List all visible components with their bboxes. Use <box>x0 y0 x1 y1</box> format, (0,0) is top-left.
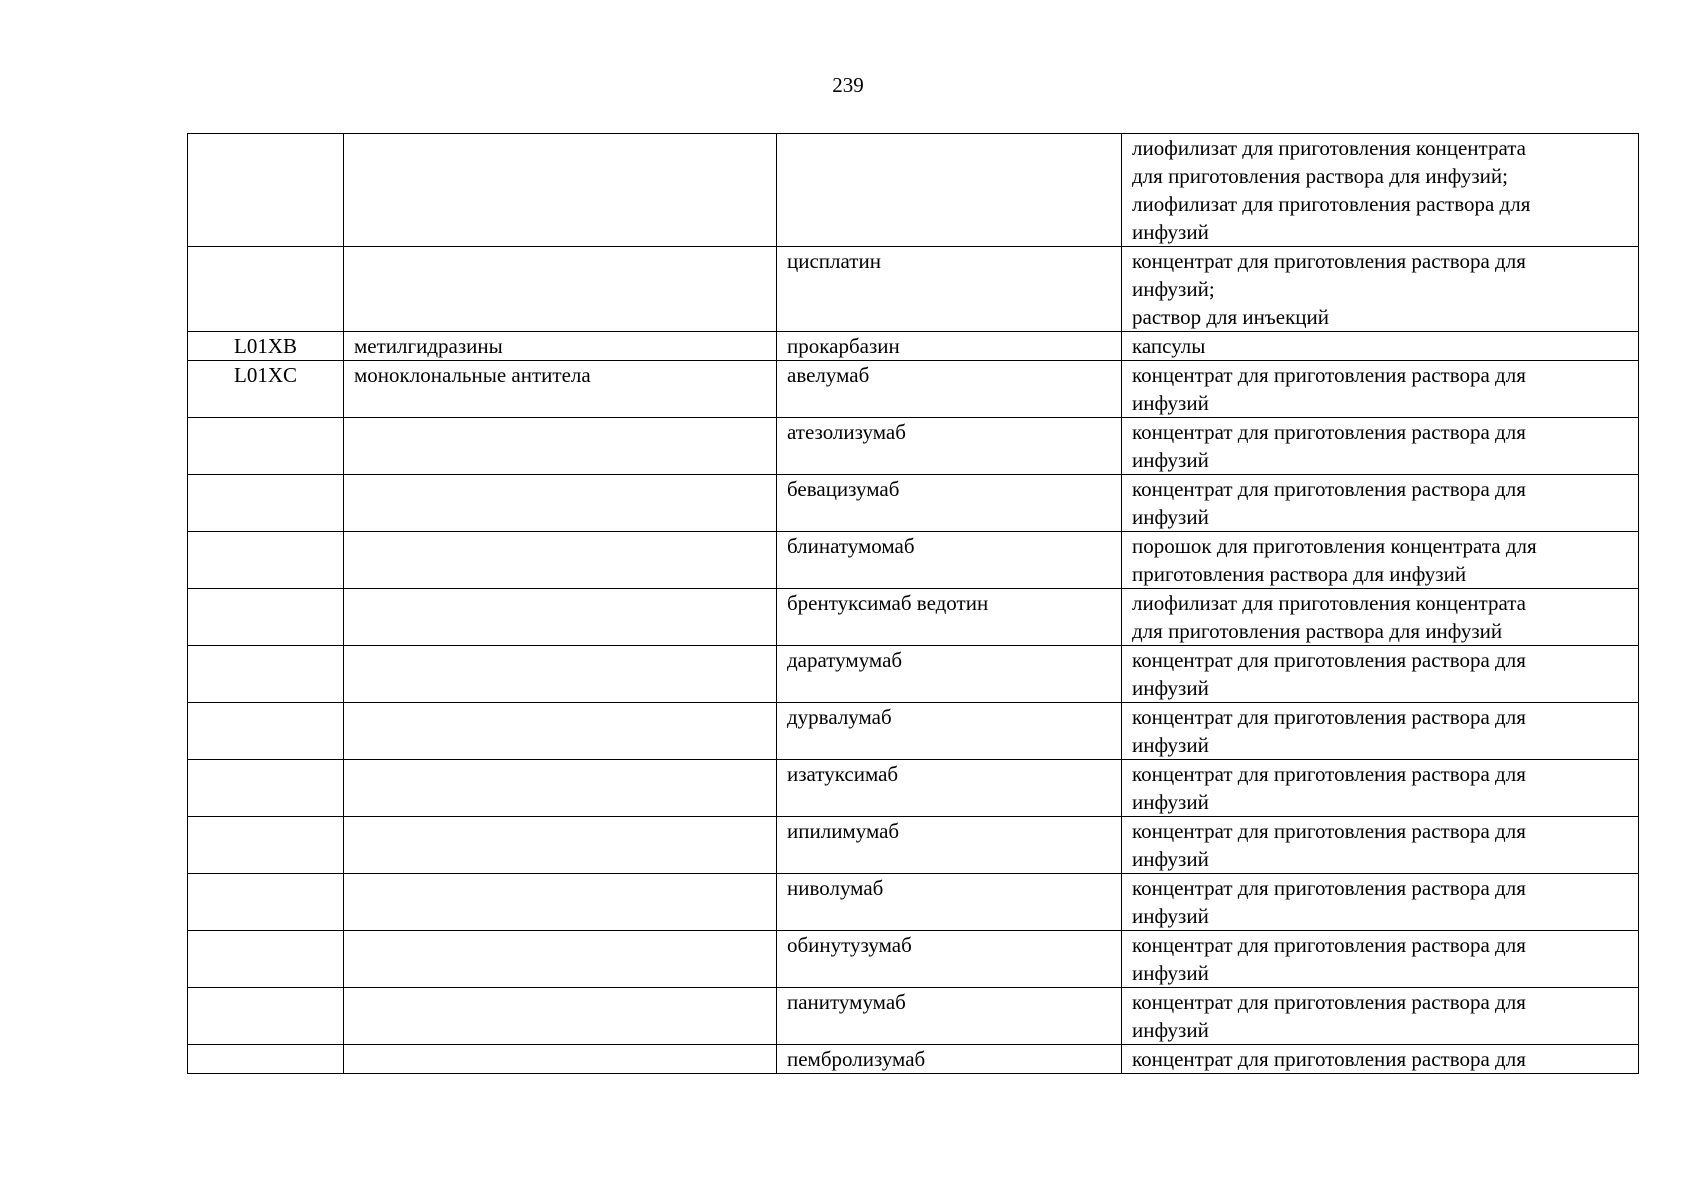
dosage-form-line: приготовления раствора для инфузий <box>1132 562 1467 586</box>
drug-name-cell: ипилимумаб <box>777 817 1122 874</box>
atc-code-cell: L01XB <box>188 332 344 361</box>
pharmacological-group-cell <box>344 532 777 589</box>
dosage-form-line: инфузий <box>1132 220 1209 244</box>
page-number: 239 <box>832 73 864 97</box>
dosage-form-cell <box>1122 760 1639 817</box>
table-row <box>188 134 1639 247</box>
dosage-form-cell <box>1122 475 1639 532</box>
dosage-form-line: инфузий <box>1132 790 1209 814</box>
dosage-form-cell <box>1122 247 1639 332</box>
atc-code-cell <box>188 532 344 589</box>
table-row <box>188 332 1639 361</box>
dosage-form-line: инфузий <box>1132 904 1209 928</box>
table-row <box>188 418 1639 475</box>
dosage-form-cell <box>1122 646 1639 703</box>
drug-table-body <box>188 134 1639 1074</box>
pharmacological-group-cell: метилгидразины <box>344 332 777 361</box>
dosage-form-line: инфузий <box>1132 961 1209 985</box>
drug-name-cell: пембролизумаб <box>777 1045 1122 1074</box>
dosage-form-cell <box>1122 931 1639 988</box>
drug-name-cell: бевацизумаб <box>777 475 1122 532</box>
dosage-form-cell <box>1122 361 1639 418</box>
atc-code-cell: L01XC <box>188 361 344 418</box>
pharmacological-group-cell <box>344 589 777 646</box>
drug-name-cell: атезолизумаб <box>777 418 1122 475</box>
drug-name-cell: панитумумаб <box>777 988 1122 1045</box>
pharmacological-group-cell <box>344 817 777 874</box>
table-row <box>188 874 1639 931</box>
drug-name-cell: дурвалумаб <box>777 703 1122 760</box>
table-row <box>188 817 1639 874</box>
pharmacological-group-cell <box>344 703 777 760</box>
dosage-form-line: концентрат для приготовления раствора для <box>1132 1047 1526 1071</box>
dosage-form-line: концентрат для приготовления раствора для <box>1132 990 1526 1014</box>
table-row <box>188 475 1639 532</box>
pharmacological-group-cell <box>344 418 777 475</box>
dosage-form-line: концентрат для приготовления раствора для <box>1132 477 1526 501</box>
atc-code-cell <box>188 475 344 532</box>
atc-code-cell <box>188 646 344 703</box>
drug-name-cell: даратумумаб <box>777 646 1122 703</box>
dosage-form-cell <box>1122 817 1639 874</box>
atc-code-cell <box>188 247 344 332</box>
pharmacological-group-cell: моноклональные антитела <box>344 361 777 418</box>
atc-code-cell <box>188 589 344 646</box>
dosage-form-cell <box>1122 874 1639 931</box>
dosage-form-line: концентрат для приготовления раствора для <box>1132 648 1526 672</box>
dosage-form-line: концентрат для приготовления раствора для <box>1132 420 1526 444</box>
table-row <box>188 532 1639 589</box>
pharmacological-group-cell <box>344 874 777 931</box>
table-row <box>188 988 1639 1045</box>
atc-code-cell <box>188 1045 344 1074</box>
dosage-form-line: раствор для инъекций <box>1132 305 1329 329</box>
table-row <box>188 1045 1639 1074</box>
dosage-form-line: концентрат для приготовления раствора для <box>1132 249 1526 273</box>
dosage-form-line: инфузий; <box>1132 277 1215 301</box>
dosage-form-line: инфузий <box>1132 733 1209 757</box>
dosage-form-line: лиофилизат для приготовления раствора для <box>1132 192 1531 216</box>
table-row <box>188 589 1639 646</box>
pharmacological-group-cell <box>344 760 777 817</box>
table-row <box>188 646 1639 703</box>
atc-code-cell <box>188 760 344 817</box>
drug-table <box>187 133 1639 1074</box>
dosage-form-line: порошок для приготовления концентрата для <box>1132 534 1537 558</box>
dosage-form-line: лиофилизат для приготовления концентрата <box>1132 136 1527 160</box>
pharmacological-group-cell <box>344 134 777 247</box>
dosage-form-line: концентрат для приготовления раствора для <box>1132 363 1526 387</box>
drug-name-cell: цисплатин <box>777 247 1122 332</box>
dosage-form-line: для приготовления раствора для инфузий; <box>1132 164 1508 188</box>
atc-code-cell <box>188 134 344 247</box>
dosage-form-line: капсулы <box>1132 334 1206 358</box>
pharmacological-group-cell <box>344 1045 777 1074</box>
drug-name-cell: брентуксимаб ведотин <box>777 589 1122 646</box>
table-row <box>188 361 1639 418</box>
dosage-form-line: концентрат для приготовления раствора для <box>1132 819 1526 843</box>
table-row <box>188 703 1639 760</box>
dosage-form-cell <box>1122 134 1639 247</box>
dosage-form-cell <box>1122 988 1639 1045</box>
table-row <box>188 931 1639 988</box>
dosage-form-line: инфузий <box>1132 676 1209 700</box>
drug-name-cell: ниволумаб <box>777 874 1122 931</box>
pharmacological-group-cell <box>344 475 777 532</box>
dosage-form-line: инфузий <box>1132 505 1209 529</box>
drug-name-cell: авелумаб <box>777 361 1122 418</box>
pharmacological-group-cell <box>344 988 777 1045</box>
dosage-form-cell <box>1122 589 1639 646</box>
pharmacological-group-cell <box>344 931 777 988</box>
atc-code-cell <box>188 418 344 475</box>
dosage-form-line: для приготовления раствора для инфузий <box>1132 619 1503 643</box>
drug-name-cell: прокарбазин <box>777 332 1122 361</box>
pharmacological-group-cell <box>344 247 777 332</box>
pharmacological-group-cell <box>344 646 777 703</box>
drug-name-cell: обинутузумаб <box>777 931 1122 988</box>
atc-code-cell <box>188 988 344 1045</box>
dosage-form-cell <box>1122 532 1639 589</box>
dosage-form-line: концентрат для приготовления раствора для <box>1132 762 1526 786</box>
atc-code-cell <box>188 817 344 874</box>
dosage-form-line: инфузий <box>1132 847 1209 871</box>
dosage-form-cell <box>1122 1045 1639 1074</box>
dosage-form-line: концентрат для приготовления раствора для <box>1132 705 1526 729</box>
dosage-form-line: концентрат для приготовления раствора для <box>1132 933 1526 957</box>
dosage-form-line: лиофилизат для приготовления концентрата <box>1132 591 1527 615</box>
dosage-form-cell <box>1122 418 1639 475</box>
atc-code-cell <box>188 703 344 760</box>
dosage-form-line: концентрат для приготовления раствора для <box>1132 876 1526 900</box>
atc-code-cell <box>188 931 344 988</box>
drug-name-cell: изатуксимаб <box>777 760 1122 817</box>
dosage-form-line: инфузий <box>1132 448 1209 472</box>
dosage-form-line: инфузий <box>1132 1018 1209 1042</box>
table-row <box>188 760 1639 817</box>
atc-code-cell <box>188 874 344 931</box>
table-row <box>188 247 1639 332</box>
dosage-form-cell <box>1122 332 1639 361</box>
dosage-form-cell <box>1122 703 1639 760</box>
drug-name-cell <box>777 134 1122 247</box>
dosage-form-line: инфузий <box>1132 391 1209 415</box>
drug-name-cell: блинатумомаб <box>777 532 1122 589</box>
